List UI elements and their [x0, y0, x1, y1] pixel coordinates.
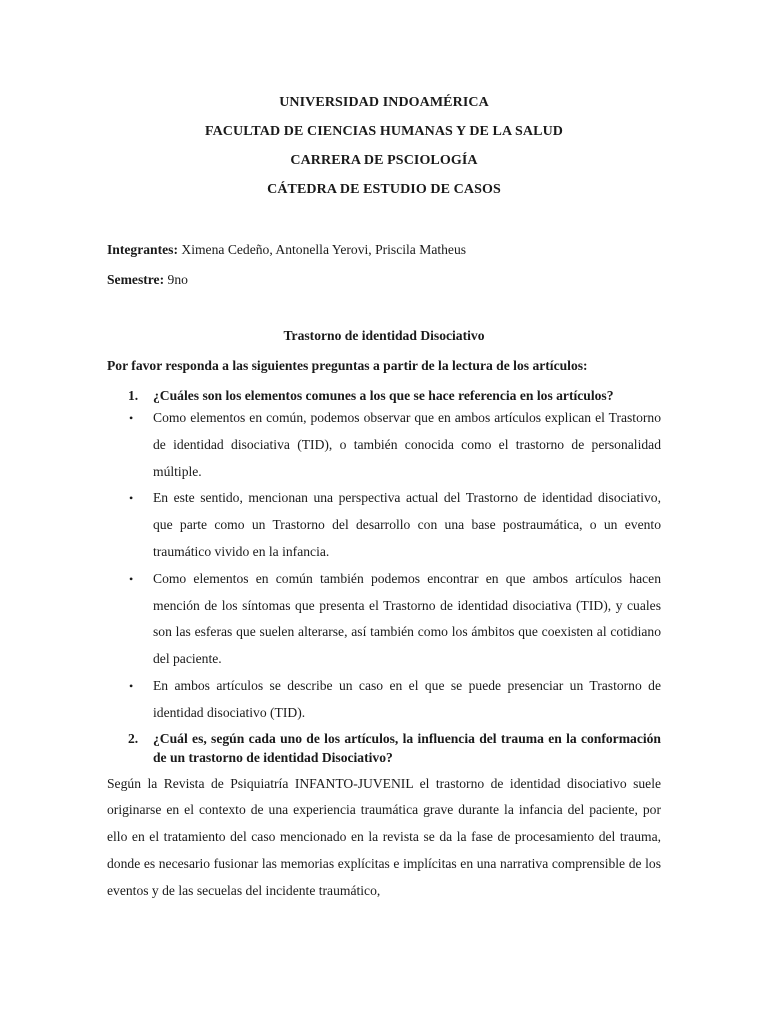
- members-label: Integrantes:: [107, 242, 178, 257]
- question-text: ¿Cuál es, según cada uno de los artículos, la influencia del trauma en la conformación de un trastorno de identidad Disociativo?: [153, 730, 661, 765]
- question-2: [107, 729, 661, 767]
- list-item: [107, 673, 661, 727]
- question-text: ¿Cuáles son los elementos comunes a los que se hace referencia en los artículos?: [153, 388, 614, 403]
- semester-row: [107, 268, 667, 298]
- instructions-text: Por favor responda a las siguientes preguntas a partir de la lectura de los artículos:: [107, 358, 588, 373]
- semester-value: 9no: [164, 272, 188, 287]
- list-item-text: En este sentido, mencionan una perspectiva actual del Trastorno de identidad disociativo, que parte como un Trastorno del desarrollo con una base postraumática, o un evento traumático vivido en la infancia.: [153, 490, 661, 559]
- question-2-answer: Según la Revista de Psiquiatría INFANTO-JUVENIL el trastorno de identidad disociativo suele originarse en el contexto de una experiencia traumática grave durante la infancia del paciente, por ello en el tratamiento del caso mencionado en la revista se da la fase de procesamiento del trauma, donde es necesario fusionar las memorias explícitas e implícitas en una narrativa comprensible de los eventos y de las secuelas del incidente traumático,: [107, 775, 661, 898]
- document-meta: [107, 238, 667, 298]
- bullet-icon: •: [129, 491, 134, 506]
- list-item: [107, 405, 661, 485]
- faculty-title: FACULTAD DE CIENCIAS HUMANAS Y DE LA SALUD: [204, 124, 563, 139]
- list-item-text: Como elementos en común también podemos encontrar en que ambos artículos hacen mención de los síntomas que presenta el Trastorno de identidad disociativa (TID), y cuales son las esferas que suelen alterarse, así también como los ámbitos que coexisten al cotidiano del paciente.: [153, 570, 661, 667]
- university-title: UNIVERSIDAD INDOAMÉRICA: [279, 95, 489, 110]
- topic-title: Trastorno de identidad Disociativo: [283, 328, 485, 343]
- question-number: 2.: [128, 730, 139, 746]
- bullet-icon: •: [129, 678, 134, 693]
- list-item: [107, 485, 661, 565]
- document-header: [0, 88, 768, 204]
- list-item-text: Como elementos en común, podemos observar que en ambos artículos explican el Trastorno de identidad disociativa (TID), o también conocida como el trastorno de personalidad múltiple.: [153, 410, 661, 479]
- list-item-text: En ambos artículos se describe un caso en el que se puede presenciar un Trastorno de identidad disociativo (TID).: [153, 677, 661, 720]
- members-row: [107, 238, 667, 268]
- semester-label: Semestre:: [107, 272, 165, 287]
- questions-section: [107, 386, 661, 905]
- question-number: 1.: [128, 388, 139, 403]
- question-1: [107, 386, 661, 405]
- question-1-answers: [107, 405, 661, 727]
- career-title: CARRERA DE PSCIOLOGÍA: [290, 153, 478, 168]
- bullet-icon: •: [129, 411, 134, 425]
- chair-title: CÁTEDRA DE ESTUDIO DE CASOS: [267, 182, 501, 197]
- list-item: [107, 566, 661, 673]
- bullet-icon: •: [129, 571, 134, 586]
- members-value: Ximena Cedeño, Antonella Yerovi, Priscila Matheus: [177, 242, 467, 257]
